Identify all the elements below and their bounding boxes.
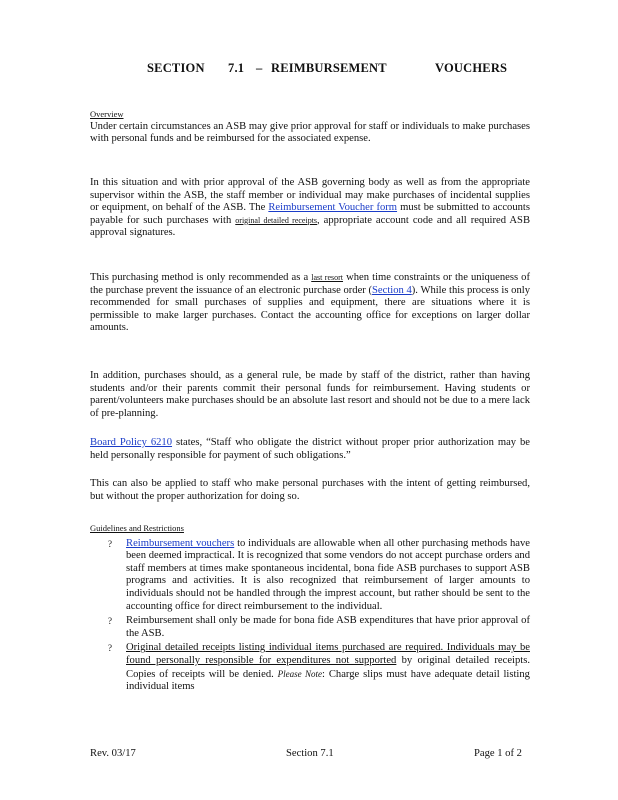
p3-text-c: ). While this process is only recommended for small purchases of supplies and equipment, there are situations where it is permissible to make larger purchases. Contact the accounting office for exceptions on larger dollar amounts. — [90, 284, 530, 334]
list-item — [90, 642, 530, 693]
overview-heading: Overview — [90, 109, 124, 119]
p4-text: In addition, purchases should, as a general rule, be made by staff of the district, rather than having students and/or their parents commit their personal funds for reimbursement. Having students or parent/volunteers make purchases should be an absolute last resort and should not be due to a mere lack of pre-planning. — [90, 370, 530, 419]
overview-section — [90, 108, 530, 146]
footer-revision: Rev. 03/17 — [90, 748, 136, 759]
title-vouchers-word: VOUCHERS — [435, 61, 508, 75]
guidelines-section — [90, 522, 530, 696]
title-reimbursement-word: REIMBURSEMENT — [271, 61, 387, 75]
bullet-icon: ? — [108, 538, 112, 549]
title-dash: – — [256, 61, 263, 75]
bullet-icon: ? — [108, 616, 112, 627]
reimbursement-voucher-form-link[interactable]: Reimbursement Voucher form — [268, 202, 398, 214]
original-detailed-receipts-text: original detailed receipts — [235, 215, 318, 225]
p6-text: This can also be applied to staff who make personal purchases with the intent of getting reimbursed, but without the proper authorization for doing so. — [90, 478, 530, 502]
bullet-1-text: to individuals are allowable when all other purchasing methods have been deemed impractical. It is recognized that some vendors do not accept purchase orders and staff members at times make spontaneous incidental, bona fide ASB purchases to support ASB programs and activities. It is also recognized that reimbursement of larger amounts to individuals should not be handled through the imprest account, but rather should be sent to the accounting office for direct reimbursement to the individual. — [126, 537, 530, 612]
overview-paragraph-6 — [90, 478, 530, 503]
p5-text: states, “Staff who obligate the district without proper prior authorization may be held personally responsible for payment of such obligations.” — [90, 437, 531, 461]
p2-text-b: must be submitted to accounts payable for such purchases with — [90, 202, 530, 226]
guidelines-heading: Guidelines and Restrictions — [90, 523, 184, 533]
please-note-text: : Charge slips must have adequate detail listing individual items — [126, 668, 530, 693]
list-item — [90, 615, 530, 640]
title-section-number: 7.1 — [228, 61, 245, 75]
board-policy-6210-link[interactable]: Board Policy 6210 — [90, 437, 173, 448]
overview-paragraph-3 — [90, 272, 530, 335]
p3-text-a: This purchasing method is only recommended as a — [90, 272, 312, 283]
overview-paragraph-4 — [90, 370, 530, 420]
p2-text-c: , appropriate account code and all required ASB approval signatures. — [90, 214, 531, 239]
bullet-3-underlined-text: Original detailed receipts listing individual items purchased are required. Individuals may be found personally responsible for expenditures not supported — [126, 642, 530, 666]
guidelines-list — [90, 538, 530, 694]
list-item — [90, 538, 530, 614]
last-resort-text: last resort — [311, 273, 344, 282]
footer-section: Section 7.1 — [286, 748, 334, 759]
bullet-icon: ? — [108, 643, 112, 654]
footer-page-number: Page 1 of 2 — [474, 748, 522, 759]
title-section-word: SECTION — [147, 61, 205, 75]
overview-paragraph-5 — [90, 437, 530, 462]
overview-paragraph-1: Under certain circumstances an ASB may give prior approval for staff or individuals to make purchases with personal funds and be reimbursed for the associated expense. — [90, 120, 530, 145]
overview-paragraph-2 — [90, 177, 530, 240]
section-4-link[interactable]: Section 4 — [372, 284, 412, 296]
p2-text-a: In this situation and with prior approval of the ASB governing body as well as from the appropriate supervisor within the ASB, the staff member or individual may make purchases of incidental supplies or equipment, on behalf of the ASB. The — [90, 177, 530, 214]
bullet-2-text: Reimbursement shall only be made for bona fide ASB expenditures that have prior approval of the ASB. — [126, 615, 530, 639]
please-note-label: Please Note — [277, 668, 323, 679]
bullet-3-text: by original detailed receipts. Copies of receipts will be denied. — [126, 654, 530, 680]
reimbursement-vouchers-link[interactable]: Reimbursement vouchers — [126, 537, 235, 549]
p3-text-b: when time constraints or the uniqueness of the purchase prevent the issuance of an electronic purchase order ( — [90, 272, 530, 296]
